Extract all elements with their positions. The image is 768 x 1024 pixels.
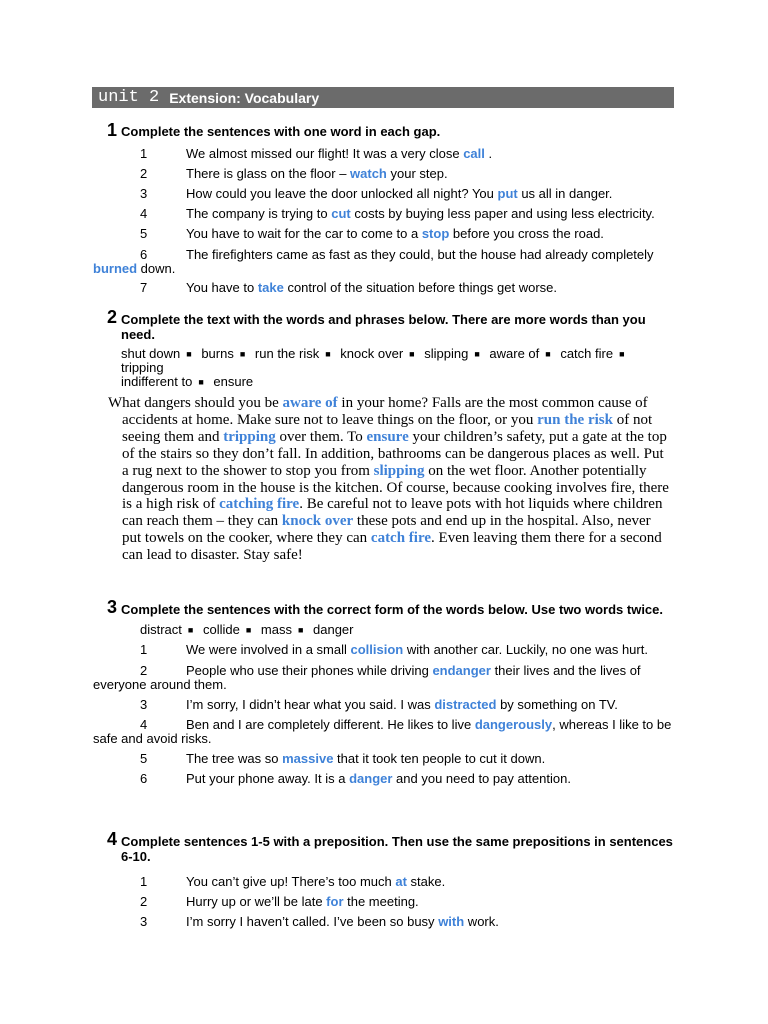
word-bank-item: ensure — [213, 374, 254, 389]
section-number: 3 — [107, 597, 118, 617]
answer-word: collision — [350, 642, 404, 657]
passage-segment: in your home? Falls are the most common cause of accidents at home. Make sure not to leave things on the floor, or you — [122, 395, 648, 428]
passage-answer: slipping — [373, 462, 425, 479]
passage-answer: tripping — [223, 428, 276, 445]
reading-passage — [108, 395, 672, 564]
exercise-item: I’m sorry I haven’t called. I’ve been so busy with work. — [186, 914, 499, 929]
section-instruction-continued: 6-10. — [121, 849, 151, 864]
passage-answer: catching fire — [219, 496, 300, 513]
word-bank-item: aware of — [489, 346, 540, 361]
unit-header-bar — [92, 87, 674, 108]
item-number: 4 — [140, 717, 148, 732]
item-number: 6 — [140, 247, 148, 262]
passage-segment: these pots and end up in the hospital. Also, never put towels on the cooker, where they can — [122, 513, 651, 547]
passage-segment: your children’s safety, put a gate at the top of the stairs so they don’t fall. In addition, bathrooms can be dangerous places as well. Put a rug next to the shower to stop you from — [122, 428, 667, 479]
word-bank-item: knock over — [340, 346, 404, 361]
exercise-item: Put your phone away. It is a danger and you need to pay attention. — [186, 771, 571, 786]
answer-word: cut — [331, 206, 351, 221]
item-number: 1 — [140, 874, 148, 889]
item-number: 7 — [140, 280, 148, 295]
exercise-item: The tree was so massive that it took ten people to cut it down. — [186, 751, 546, 766]
passage-segment: over them. To — [275, 428, 367, 445]
answer-word: call — [463, 146, 485, 161]
exercise-item: How could you leave the door unlocked all night? You put us all in danger. — [186, 186, 613, 201]
passage-segment: . Even leaving them there for a second can lead to disaster. Stay safe! — [122, 530, 662, 564]
exercise-item: You have to wait for the car to come to a stop before you cross the road. — [186, 226, 604, 241]
answer-word: distracted — [434, 697, 497, 712]
exercise-item: People who use their phones while driving endanger their lives and the lives of — [186, 663, 641, 678]
word-bank-item: catch fire — [560, 346, 614, 361]
passage-segment: What dangers should you be — [108, 395, 283, 411]
exercise-item: You have to take control of the situation before things get worse. — [186, 280, 558, 295]
word-bank-item: mass — [260, 622, 292, 637]
section-number: 2 — [107, 307, 118, 327]
answer-word: put — [497, 186, 518, 201]
section-number: 4 — [107, 829, 118, 849]
item-number: 5 — [140, 226, 148, 241]
word-bank-item: distract — [140, 622, 182, 637]
answer-word: with — [438, 914, 465, 929]
exercise-item: There is glass on the floor – watch your step. — [186, 166, 448, 181]
passage-segment: on the wet floor. Another potentially dangerous room in the house is the kitchen. Of course, because cooking involves fire, there is a high risk of — [122, 462, 669, 513]
answer-word: massive — [282, 751, 334, 766]
item-number: 2 — [140, 166, 148, 181]
passage-answer: catch fire — [370, 530, 432, 547]
word-bank-item: danger — [313, 622, 354, 637]
word-bank-item: collide — [202, 622, 240, 637]
word-bank-line — [121, 361, 164, 375]
word-bank-item: indifferent to — [121, 374, 193, 389]
section-instruction: Complete sentences 1-5 with a preposition. Then use the same prepositions in sentences — [121, 834, 673, 849]
exercise-item-continuation: everyone around them. — [93, 677, 227, 692]
item-number: 1 — [140, 146, 148, 161]
item-number: 4 — [140, 206, 148, 221]
section-instruction-continued: need. — [121, 327, 155, 342]
answer-word: for — [326, 894, 344, 909]
exercise-item: The company is trying to cut costs by buying less paper and using less electricity. — [186, 206, 655, 221]
section-number: 1 — [107, 120, 118, 140]
word-bank-item: slipping — [424, 346, 469, 361]
exercise-item: Hurry up or we’ll be late for the meeting. — [186, 894, 419, 909]
item-number: 1 — [140, 642, 148, 657]
exercise-item: We almost missed our flight! It was a very close call . — [186, 146, 493, 161]
passage-segment: . Be careful not to leave pots with hot liquids where children can reach them – they can — [122, 496, 663, 530]
answer-word: endanger — [432, 663, 491, 678]
item-number: 2 — [140, 663, 148, 678]
passage-segment: of not seeing them and — [122, 411, 653, 445]
item-number: 6 — [140, 771, 148, 786]
answer-word: take — [257, 280, 284, 295]
section-instruction: Complete the sentences with one word in each gap. — [121, 124, 441, 139]
section-instruction: Complete the sentences with the correct form of the words below. Use two words twice. — [121, 602, 664, 617]
item-number: 3 — [140, 186, 148, 201]
unit-label: unit 2 — [98, 88, 160, 107]
passage-answer: run the risk — [537, 411, 613, 428]
word-bank-item: run the risk — [254, 346, 320, 361]
word-bank: distract ■ collide ■ mass ■ danger — [140, 622, 354, 637]
section-instruction: Complete the text with the words and phrases below. There are more words than you — [121, 312, 646, 327]
exercise-item: We were involved in a small collision with another car. Luckily, no one was hurt. — [186, 642, 648, 657]
answer-word: watch — [350, 166, 387, 181]
word-bank-item: burns — [201, 346, 234, 361]
exercise-item: I’m sorry, I didn’t hear what you said. I was distracted by something on TV. — [186, 697, 618, 712]
answer-word: danger — [349, 771, 393, 786]
passage-answer: knock over — [281, 513, 354, 530]
exercise-item: The firefighters came as fast as they could, but the house had already completely — [186, 247, 654, 262]
answer-word: stop — [421, 226, 450, 241]
item-number: 3 — [140, 697, 148, 712]
exercise-item-continuation: safe and avoid risks. — [93, 731, 212, 746]
exercise-item-continuation: burned down. — [93, 261, 176, 276]
answer-word: at — [395, 874, 407, 889]
word-bank-item: shut down — [121, 346, 181, 361]
answer-word: dangerously — [474, 717, 553, 732]
word-bank-item: tripping — [121, 360, 164, 375]
exercise-item: You can’t give up! There’s too much at stake. — [186, 874, 446, 889]
passage-answer: ensure — [366, 428, 409, 445]
passage-text — [108, 395, 672, 564]
passage-answer: aware of — [282, 395, 338, 411]
item-number: 5 — [140, 751, 148, 766]
item-number: 2 — [140, 894, 148, 909]
answer-word: burned — [93, 261, 138, 276]
unit-title: Extension: Vocabulary — [169, 89, 320, 106]
exercise-item: Ben and I are completely different. He likes to live dangerously, whereas I like to be — [186, 717, 672, 732]
word-bank: shut down ■ burns ■ run the risk ■ knock over ■ slipping ■ aware of ■ catch fire ■ — [121, 346, 625, 361]
item-number: 3 — [140, 914, 148, 929]
word-bank-line: indifferent to ■ ensure — [121, 374, 254, 389]
